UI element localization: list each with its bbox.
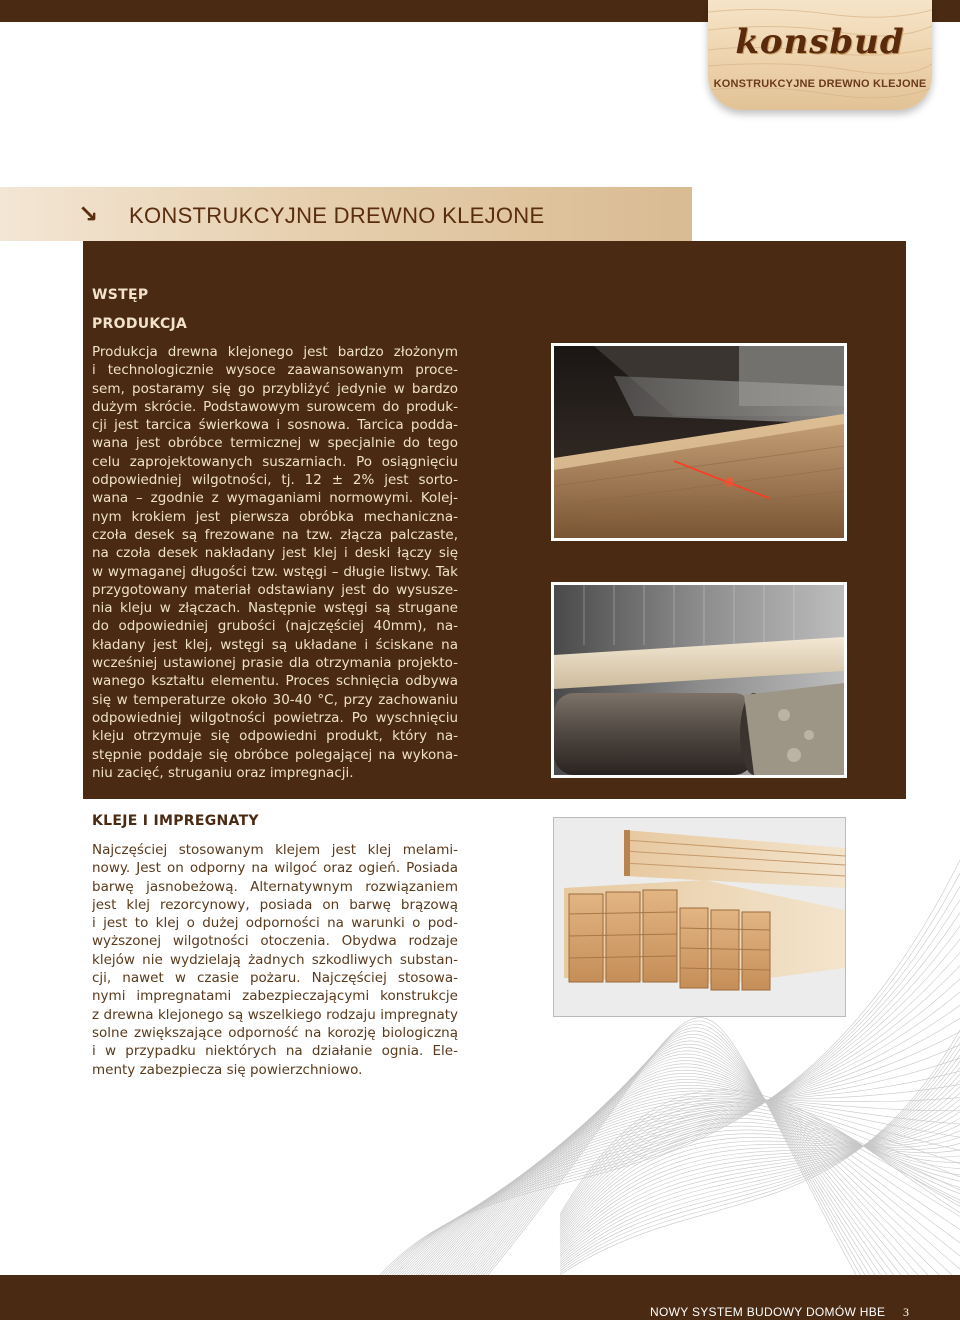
text-line: kleju otrzymuje się odpowiedni produkt, który na- xyxy=(92,728,458,745)
text-line: klejów nie wydzielają żadnych szkodliwych substan- xyxy=(92,951,458,968)
glues-text xyxy=(92,841,458,1079)
page-number: 3 xyxy=(903,1305,909,1319)
text-line: stępnie poddaje się obróbce polegającej na wykona- xyxy=(92,746,458,763)
text-line: nowy. Jest on odporny na wilgoć oraz ogień. Posiada xyxy=(92,860,458,877)
arrow-down-right-icon: ↘ xyxy=(78,200,99,228)
text-line: wana – zgodnie z wymaganiami normowymi. Kolej- xyxy=(92,490,458,507)
text-line: czoła desek są frezowane na tzw. złącza palczaste, xyxy=(92,526,458,543)
text-line: wanego kształtu elementu. Proces schnięcia odbywa xyxy=(92,673,458,690)
text-line: do odpowiedniej grubości (najczęściej 40mm), na- xyxy=(92,618,458,635)
photo-glulam-beams xyxy=(553,817,846,1017)
text-line: się w temperaturze około 30-40 °C, przy zachowaniu xyxy=(92,691,458,708)
text-line: menty zabezpiecza się powierzchniowo. xyxy=(92,1061,363,1078)
text-line: przygotowany materiał odstawiany jest do wysusze- xyxy=(92,581,458,598)
logo-badge xyxy=(708,0,932,110)
text-line: nymi impregnatami zabezpieczającymi konstrukcje xyxy=(92,988,458,1005)
text-line: nia kleju w złączach. Następnie wstęgi są strugane xyxy=(92,600,458,617)
text-line: cji, nawet w czasie pożaru. Najczęściej stosowa- xyxy=(92,970,458,987)
heading-glues: KLEJE I IMPREGNATY xyxy=(92,813,259,829)
text-line: cji jest tarcica świerkowa i sosnowa. Tarcica podda- xyxy=(92,417,458,434)
text-line: na czoła desek nakładany jest klej i deski łączy się xyxy=(92,545,458,562)
text-line: wcześniej ustawionej prasie dla otrzymania projekto- xyxy=(92,655,458,672)
text-line: Produkcja drewna klejonego jest bardzo złożonym xyxy=(92,344,458,360)
production-text xyxy=(92,343,458,782)
planing-machine-image xyxy=(554,585,844,775)
text-line: odpowiedniej wilgotności powietrza. Po wyschnięciu xyxy=(92,709,458,726)
text-line: solne zwiększające odporność na korozję biologiczną xyxy=(92,1024,458,1041)
text-line: w wymaganej długości tzw. wstęgi – długie listwy. Tak xyxy=(92,563,458,580)
heading-production: PRODUKCJA xyxy=(92,316,188,332)
logo-wordmark: konsbud xyxy=(735,22,905,62)
text-line: celu zaprojektowanych suszarniach. Po osiągnięciu xyxy=(92,453,458,470)
text-line: odpowiedniej wilgotności, tj. 12 ± 2% jest sorto- xyxy=(92,472,458,489)
text-line: barwę jasnobeżową. Alternatywnym rozwiązaniem xyxy=(92,878,458,895)
text-line: sem, postaramy się go przybliżyć jedynie w bardzo xyxy=(92,380,458,397)
text-line: Najczęściej stosowanym klejem jest klej melami- xyxy=(92,842,458,858)
text-line: nym krokiem jest pierwsza obróbka mechaniczna- xyxy=(92,508,458,525)
photo-saw-laser xyxy=(551,343,847,541)
text-line: kładany jest klej, wstęgi są układane i ściskane na xyxy=(92,636,458,653)
text-line: dużym skrócie. Podstawowym surowcem do produk- xyxy=(92,398,458,415)
text-line: jest klej rezorcynowy, posiada on barwę brązową xyxy=(92,896,458,913)
logo-tagline: KONSTRUKCYJNE DREWNO KLEJONE xyxy=(713,78,927,90)
text-line: wana jest obróbce termicznej w specjalnie do tego xyxy=(92,435,458,452)
text-line: wyższonej wilgotności otoczenia. Obydwa rodzaje xyxy=(92,933,458,950)
text-line: i technologicznie wysoce zaawansowanym proce- xyxy=(92,362,458,379)
heading-intro: WSTĘP xyxy=(92,287,149,303)
text-line: i w przypadku niektórych na działanie ognia. Ele- xyxy=(92,1043,458,1060)
photo-planing-machine xyxy=(551,582,847,778)
glulam-beams-image xyxy=(554,818,845,1016)
page-title: KONSTRUKCYJNE DREWNO KLEJONE xyxy=(129,203,545,228)
text-line: i jest to klej o dużej odporności na warunki o pod- xyxy=(92,915,458,932)
text-line: z drewna klejonego są wszelkiego rodzaju impregnaty xyxy=(92,1006,458,1023)
footer-title: NOWY SYSTEM BUDOWY DOMÓW HBE xyxy=(650,1305,886,1319)
text-line: niu zacięć, struganiu oraz impregnacji. xyxy=(92,764,354,781)
saw-laser-image xyxy=(554,346,844,538)
